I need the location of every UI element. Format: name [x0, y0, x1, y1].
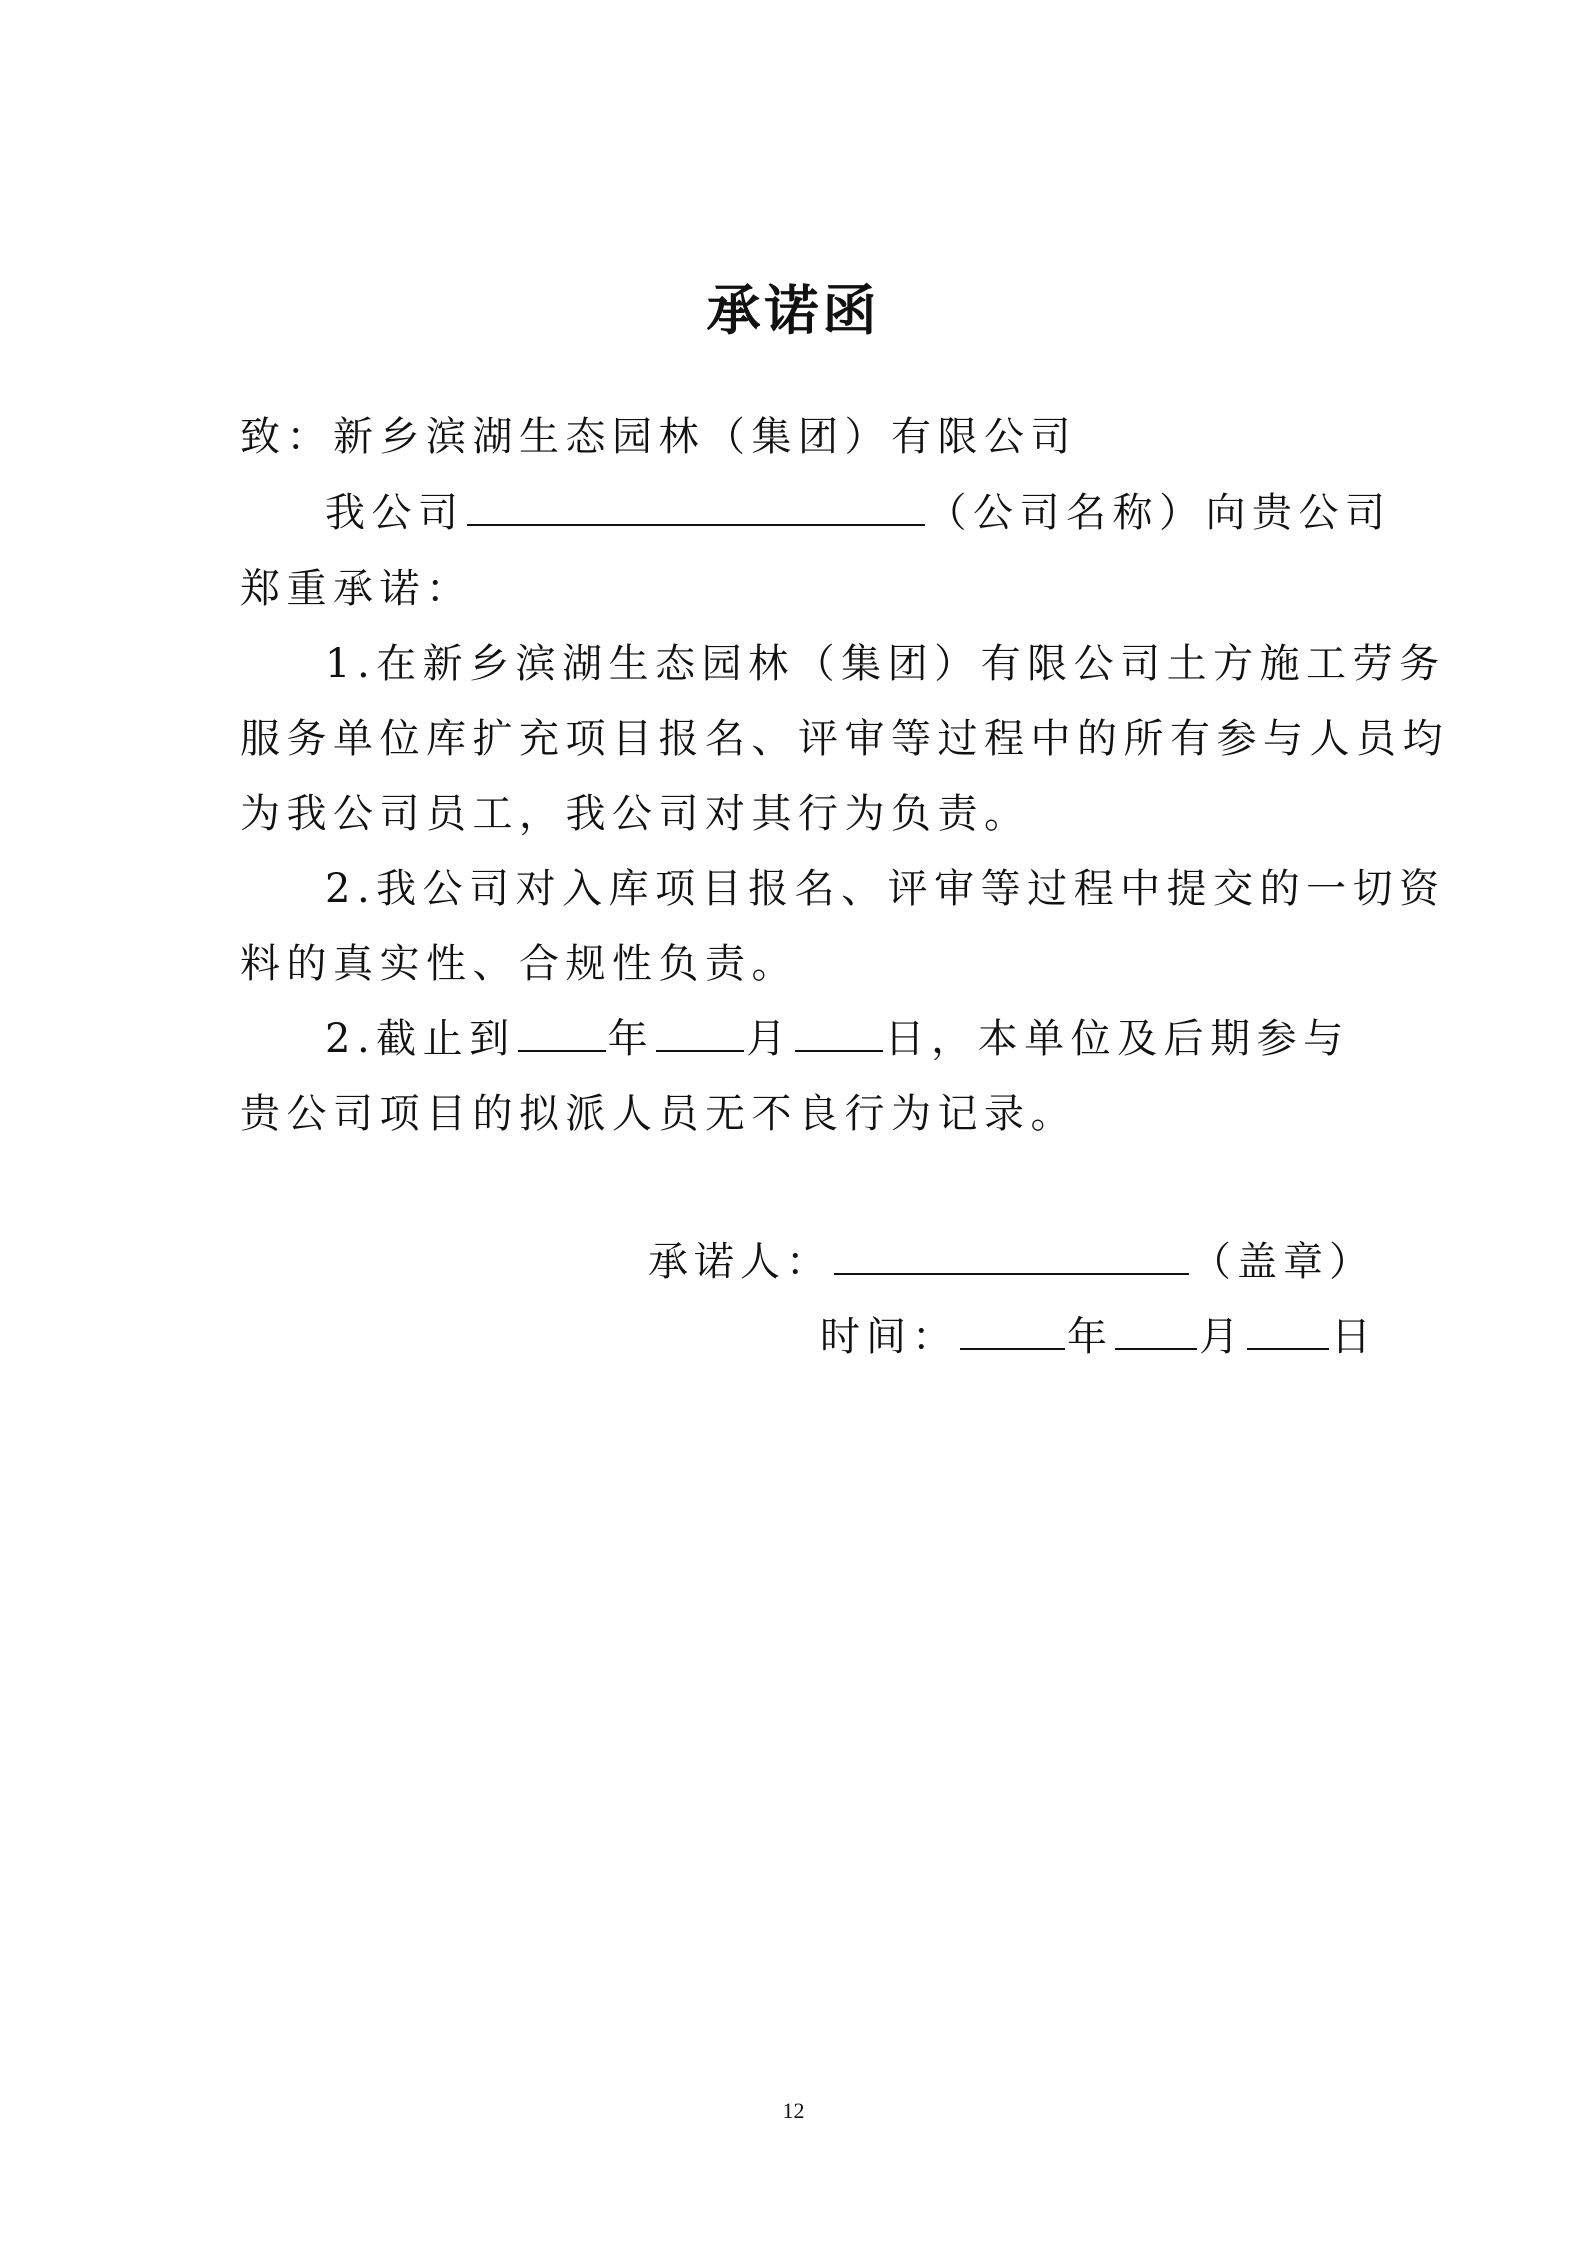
date-month: 月	[1199, 1314, 1245, 1360]
intro-suffix: （公司名称）向贵公司	[926, 490, 1392, 536]
item3-prefix: 2.截止到	[325, 1016, 516, 1062]
item2-line2: 料的真实性、合规性负责。	[240, 941, 798, 987]
signature-line	[648, 1237, 1375, 1287]
item1-line3: 为我公司员工，我公司对其行为负责。	[240, 791, 1031, 837]
document-title: 承诺函	[706, 279, 881, 342]
month-blank	[656, 1016, 744, 1052]
item3-day-suffix: 日，本单位及后期参与	[884, 1016, 1350, 1062]
date-year: 年	[1067, 1314, 1113, 1360]
item3-year: 年	[607, 1016, 655, 1062]
date-month-blank	[1115, 1314, 1197, 1350]
signature-blank	[834, 1239, 1189, 1275]
date-day-blank	[1247, 1314, 1329, 1350]
company-name-blank	[467, 490, 925, 526]
date-label: 时间：	[820, 1314, 958, 1360]
item3-month: 月	[746, 1016, 793, 1062]
signature-label: 承诺人：	[648, 1239, 832, 1285]
item1-line2: 服务单位库扩充项目报名、评审等过程中的所有参与人员均	[240, 716, 1449, 762]
day-blank	[795, 1016, 883, 1052]
item3-line1	[325, 1014, 1350, 1064]
seal-label: （盖章）	[1191, 1239, 1375, 1285]
intro-line	[325, 488, 1392, 538]
intro-prefix: 我公司	[325, 490, 465, 536]
year-blank	[518, 1016, 606, 1052]
salutation: 致：新乡滨湖生态园林（集团）有限公司	[240, 414, 1077, 460]
date-line	[820, 1312, 1377, 1362]
item1-line1: 1.在新乡滨湖生态园林（集团）有限公司土方施工劳务	[325, 641, 1446, 687]
intro-continuation: 郑重承诺：	[240, 566, 473, 612]
date-day: 日	[1331, 1314, 1377, 1360]
date-year-blank	[960, 1314, 1065, 1350]
page-number: 12	[782, 2098, 805, 2123]
item2-line1: 2.我公司对入库项目报名、评审等过程中提交的一切资	[325, 866, 1446, 912]
item3-line2: 贵公司项目的拟派人员无不良行为记录。	[240, 1091, 1077, 1137]
